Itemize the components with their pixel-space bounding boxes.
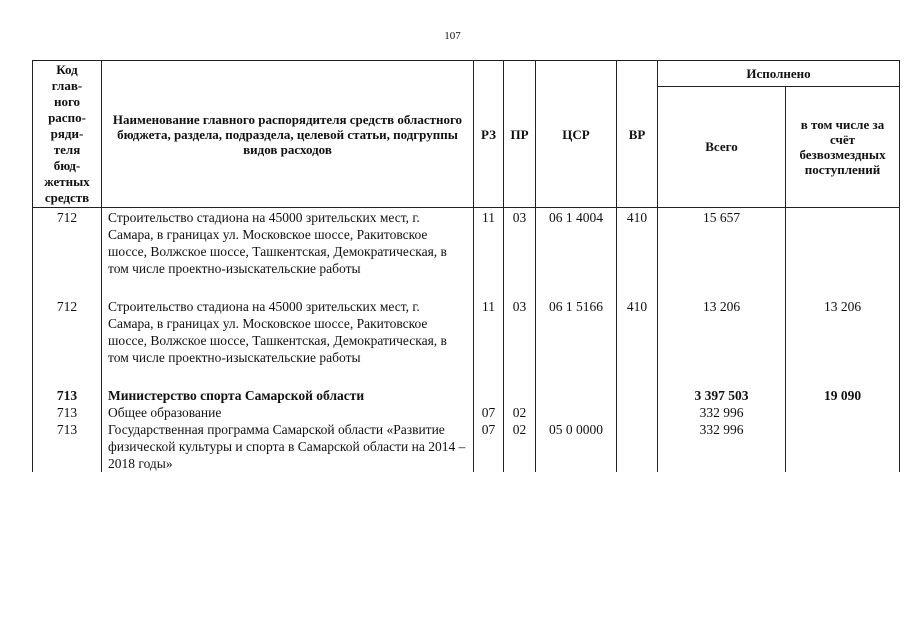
cell-csr: 05 0 0000 bbox=[536, 421, 617, 472]
cell-name: Строительство стадиона на 45000 зрительских мест, г. Самара, в границах ул. Московское шоссе, Ракитовское шоссе, Волжское шоссе, Ташкентская, Демократическая, в том числе проектно-изыскательские работы bbox=[102, 208, 474, 299]
cell-vr bbox=[617, 387, 658, 404]
header-code: Код глав- ного распо- ряди- теля бюд- жетных средств bbox=[33, 61, 102, 208]
cell-rz bbox=[474, 387, 504, 404]
cell-code: 713 bbox=[33, 421, 102, 472]
cell-including: 19 090 bbox=[786, 387, 900, 404]
cell-rz: 11 bbox=[474, 298, 504, 387]
cell-including bbox=[786, 208, 900, 299]
cell-total: 15 657 bbox=[658, 208, 786, 299]
cell-vr: 410 bbox=[617, 208, 658, 299]
header-pr: ПР bbox=[504, 61, 536, 208]
cell-rz: 07 bbox=[474, 421, 504, 472]
cell-name: Общее образование bbox=[102, 404, 474, 421]
cell-rz: 11 bbox=[474, 208, 504, 299]
cell-pr: 02 bbox=[504, 404, 536, 421]
table-row bbox=[33, 421, 900, 472]
table-body bbox=[33, 208, 900, 473]
cell-csr: 06 1 5166 bbox=[536, 298, 617, 387]
table-header bbox=[33, 61, 900, 208]
cell-including bbox=[786, 421, 900, 472]
cell-total: 332 996 bbox=[658, 404, 786, 421]
page-number: 107 bbox=[444, 30, 461, 42]
cell-vr bbox=[617, 421, 658, 472]
budget-table bbox=[32, 60, 900, 472]
cell-code: 713 bbox=[33, 387, 102, 404]
cell-pr: 03 bbox=[504, 298, 536, 387]
cell-csr: 06 1 4004 bbox=[536, 208, 617, 299]
cell-csr bbox=[536, 404, 617, 421]
cell-name: Государственная программа Самарской области «Развитие физической культуры и спорта в Самарской области на 2014 – 2018 годы» bbox=[102, 421, 474, 472]
table-row bbox=[33, 387, 900, 404]
table-row bbox=[33, 208, 900, 299]
header-rz: РЗ bbox=[474, 61, 504, 208]
table-row bbox=[33, 404, 900, 421]
header-total: Всего bbox=[658, 86, 786, 207]
header-csr: ЦСР bbox=[536, 61, 617, 208]
cell-vr: 410 bbox=[617, 298, 658, 387]
cell-vr bbox=[617, 404, 658, 421]
cell-total: 13 206 bbox=[658, 298, 786, 387]
header-name: Наименование главного распорядителя средств областного бюджета, раздела, подраздела, целевой статьи, подгруппы видов расходов bbox=[102, 61, 474, 208]
cell-code: 712 bbox=[33, 208, 102, 299]
cell-code: 713 bbox=[33, 404, 102, 421]
cell-rz: 07 bbox=[474, 404, 504, 421]
cell-including: 13 206 bbox=[786, 298, 900, 387]
cell-name: Министерство спорта Самарской области bbox=[102, 387, 474, 404]
cell-pr bbox=[504, 387, 536, 404]
cell-pr: 03 bbox=[504, 208, 536, 299]
cell-total: 332 996 bbox=[658, 421, 786, 472]
cell-name: Строительство стадиона на 45000 зрительских мест, г. Самара, в границах ул. Московское шоссе, Ракитовское шоссе, Волжское шоссе, Ташкентская, Демократическая, в том числе проектно-изыскательские работы bbox=[102, 298, 474, 387]
cell-pr: 02 bbox=[504, 421, 536, 472]
header-vr: ВР bbox=[617, 61, 658, 208]
header-executed: Исполнено bbox=[658, 61, 900, 87]
header-including: в том числе за счёт безвозмездных поступлений bbox=[786, 86, 900, 207]
cell-csr bbox=[536, 387, 617, 404]
table-row bbox=[33, 298, 900, 387]
cell-total: 3 397 503 bbox=[658, 387, 786, 404]
cell-including bbox=[786, 404, 900, 421]
cell-code: 712 bbox=[33, 298, 102, 387]
